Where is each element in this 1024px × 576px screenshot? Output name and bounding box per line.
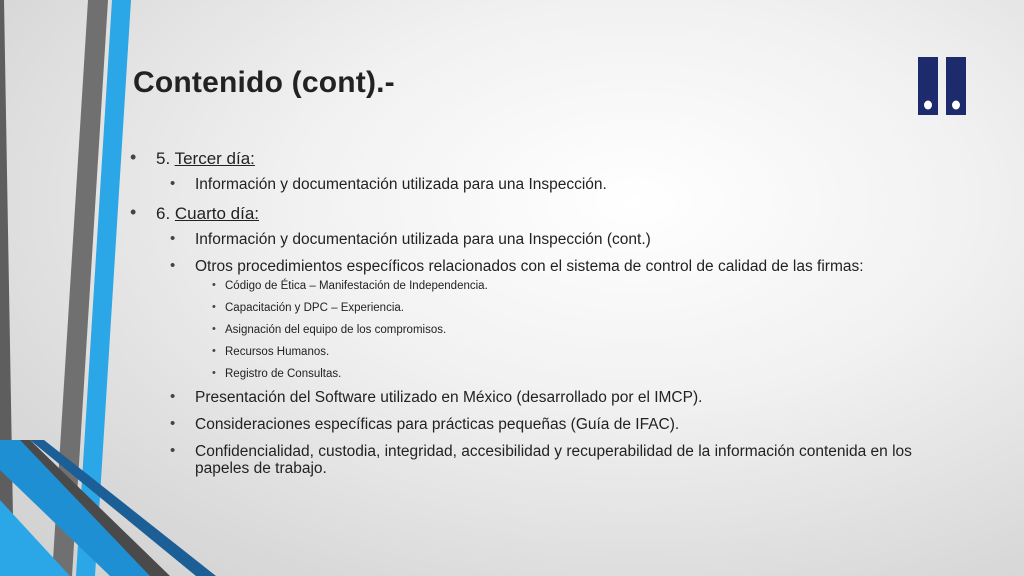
list-item: [170, 176, 970, 193]
day-number: 5.: [156, 149, 175, 168]
bullet-icon: •: [170, 257, 176, 274]
stripe-dark-gray: [0, 0, 14, 576]
list-item: [130, 203, 970, 224]
list-item: [170, 416, 970, 433]
bullet-icon: •: [170, 442, 176, 459]
imcp-logo: [918, 57, 966, 115]
bullet-icon: •: [170, 230, 176, 247]
bullet-icon: •: [170, 388, 176, 405]
list-item: [130, 148, 970, 169]
sub-list-item-text: Capacitación y DPC – Experiencia.: [225, 302, 404, 314]
sub-list-item: [212, 301, 970, 315]
sub-list-item: [212, 323, 970, 337]
sub-list-item: [212, 367, 970, 381]
bullet-icon: •: [170, 415, 176, 432]
bullet-icon: •: [212, 323, 216, 335]
bullet-icon: •: [212, 367, 216, 379]
sub-list-item: [212, 279, 970, 293]
list-item: [170, 231, 970, 248]
day-number: 6.: [156, 204, 175, 223]
bullet-icon: •: [130, 202, 137, 222]
sub-list-item: [212, 345, 970, 359]
logo-left-dot: [924, 101, 932, 110]
list-item-text: Confidencialidad, custodia, integridad, accesibilidad y recuperabilidad de la información contenida en los papeles de trabajo.: [195, 443, 912, 477]
list-item-text: Presentación del Software utilizado en México (desarrollado por el IMCP).: [195, 389, 703, 406]
sub-list-item-text: Registro de Consultas.: [225, 368, 342, 380]
day-heading: Cuarto día:: [174, 204, 260, 223]
bullet-icon: •: [170, 175, 176, 192]
bullet-icon: •: [212, 301, 216, 313]
sub-list-item-text: Asignación del equipo de los compromisos.: [225, 324, 447, 336]
list-item-text: Información y documentación utilizada para una Inspección (cont.): [195, 231, 651, 248]
list-item: [170, 389, 970, 406]
slide-title: Contenido (cont).-: [133, 66, 395, 99]
list-item: [170, 443, 970, 477]
bullet-icon: •: [212, 345, 216, 357]
list-item-text: Información y documentación utilizada para una Inspección.: [195, 176, 607, 193]
logo-right-dot: [952, 101, 960, 110]
bullet-icon: •: [212, 279, 216, 291]
list-item-text: Otros procedimientos específicos relacionados con el sistema de control de calidad de las firmas:: [195, 258, 864, 275]
sub-list-item-text: Recursos Humanos.: [225, 346, 330, 358]
day-heading: Tercer día:: [174, 149, 255, 168]
bullet-list: [130, 148, 970, 487]
list-item: [170, 258, 970, 275]
bullet-icon: •: [130, 147, 137, 167]
sub-list-item-text: Código de Ética – Manifestación de Independencia.: [225, 280, 488, 292]
list-item-text: Consideraciones específicas para prácticas pequeñas (Guía de IFAC).: [195, 416, 680, 433]
